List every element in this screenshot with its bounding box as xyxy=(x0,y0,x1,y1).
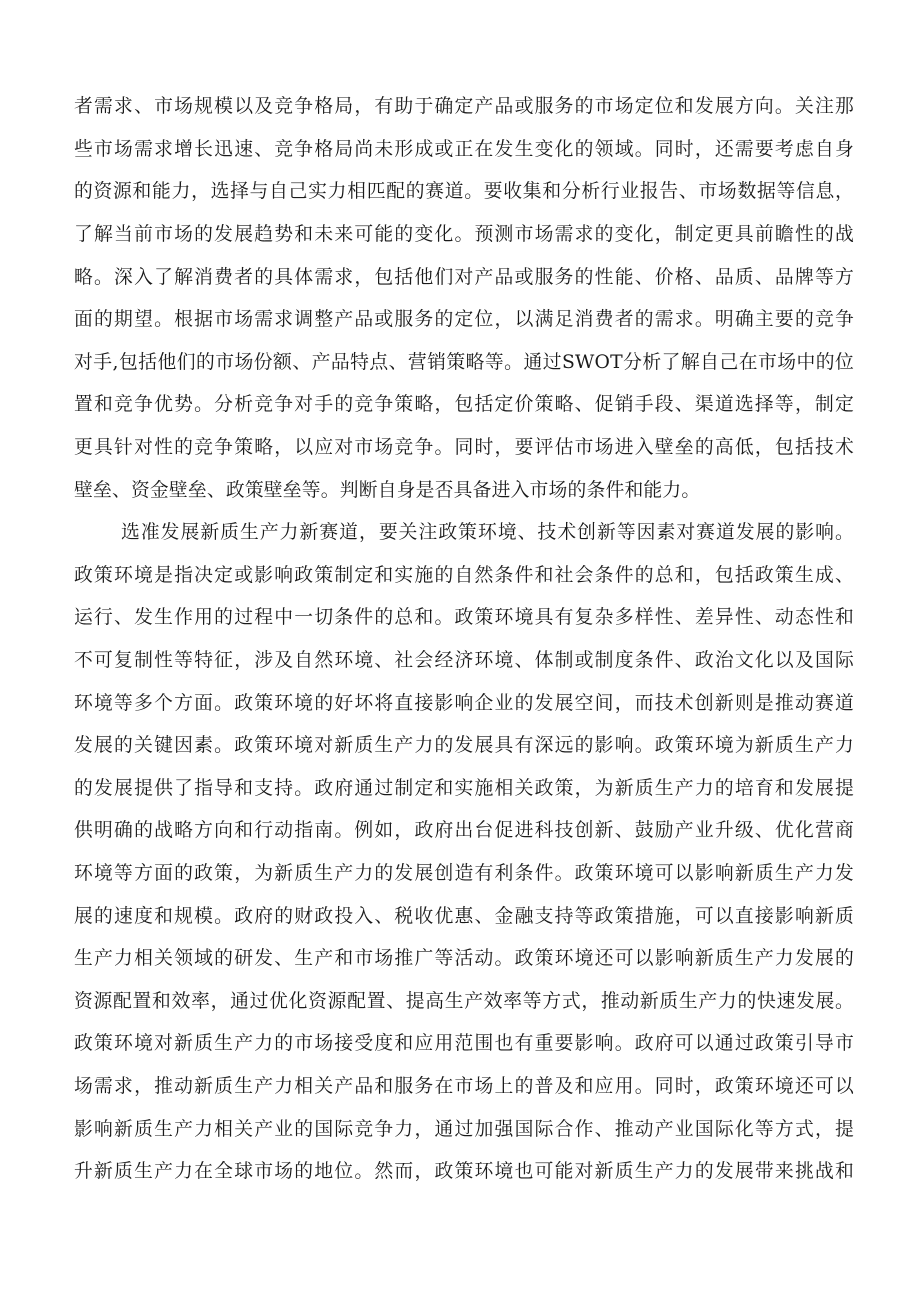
text-line: 环境等多个方面。政策环境的好坏将直接影响企业的发展空间，而技术创新则是推动赛道 xyxy=(74,693,854,714)
text-line: 壁垒、资金壁垒、政策壁垒等。判断自身是否具备进入市场的条件和能力。 xyxy=(74,480,701,501)
text-line: 略。深入了解消费者的具体需求，包括他们对产品或服务的性能、价格、品质、品牌等方 xyxy=(74,267,854,288)
text-line: 供明确的战略方向和行动指南。例如，政府出台促进科技创新、鼓励产业升级、优化营商 xyxy=(74,820,854,841)
text-line: 的资源和能力，选择与自己实力相匹配的赛道。要收集和分析行业报告、市场数据等信息， xyxy=(74,181,854,202)
text-line: 对手,包括他们的市场份额、产品特点、营销策略等。通过SWOT分析了解自己在市场中的位 xyxy=(74,352,854,373)
text-line: 不可复制性等特征，涉及自然环境、社会经济环境、体制或制度条件、政治文化以及国际 xyxy=(74,650,854,671)
text-line: 生产力相关领域的研发、生产和市场推广等活动。政策环境还可以影响新质生产力发展的 xyxy=(74,948,854,969)
text-line: 影响新质生产力相关产业的国际竞争力，通过加强国际合作、推动产业国际化等方式，提 xyxy=(74,1119,854,1140)
text-line: 政策环境对新质生产力的市场接受度和应用范围也有重要影响。政府可以通过政策引导市 xyxy=(74,1033,854,1054)
text-line: 升新质生产力在全球市场的地位。然而，政策环境也可能对新质生产力的发展带来挑战和 xyxy=(74,1161,854,1182)
text-line: 面的期望。根据市场需求调整产品或服务的定位，以满足消费者的需求。明确主要的竞争 xyxy=(74,309,854,330)
text-line: 些市场需求增长迅速、竞争格局尚未形成或正在发生变化的领域。同时，还需要考虑自身 xyxy=(74,139,854,160)
text-line: 的发展提供了指导和支持。政府通过制定和实施相关政策，为新质生产力的培育和发展提 xyxy=(74,778,854,799)
text-line: 发展的关键因素。政策环境对新质生产力的发展具有深远的影响。政策环境为新质生产力 xyxy=(74,735,854,756)
text-line: 展的速度和规模。政府的财政投入、税收优惠、金融支持等政策措施，可以直接影响新质 xyxy=(74,906,854,927)
text-line: 政策环境是指决定或影响政策制定和实施的自然条件和社会条件的总和，包括政策生成、 xyxy=(74,565,854,586)
text-line: 选准发展新质生产力新赛道，要关注政策环境、技术创新等因素对赛道发展的影响。 xyxy=(121,522,854,543)
text-line: 了解当前市场的发展趋势和未来可能的变化。预测市场需求的变化，制定更具前瞻性的战 xyxy=(74,224,854,245)
text-line: 场需求，推动新质生产力相关产品和服务在市场上的普及和应用。同时，政策环境还可以 xyxy=(74,1076,854,1097)
text-line: 运行、发生作用的过程中一切条件的总和。政策环境具有复杂多样性、差异性、动态性和 xyxy=(74,607,854,628)
text-line: 更具针对性的竞争策略，以应对市场竞争。同时，要评估市场进入壁垒的高低，包括技术 xyxy=(74,437,854,458)
text-line: 环境等方面的政策，为新质生产力的发展创造有利条件。政策环境可以影响新质生产力发 xyxy=(74,863,854,884)
text-line: 者需求、市场规模以及竞争格局，有助于确定产品或服务的市场定位和发展方向。关注那 xyxy=(74,96,854,117)
text-line: 资源配置和效率，通过优化资源配置、提高生产效率等方式，推动新质生产力的快速发展。 xyxy=(74,991,854,1012)
text-line: 置和竞争优势。分析竞争对手的竞争策略，包括定价策略、促销手段、渠道选择等，制定 xyxy=(74,394,854,415)
